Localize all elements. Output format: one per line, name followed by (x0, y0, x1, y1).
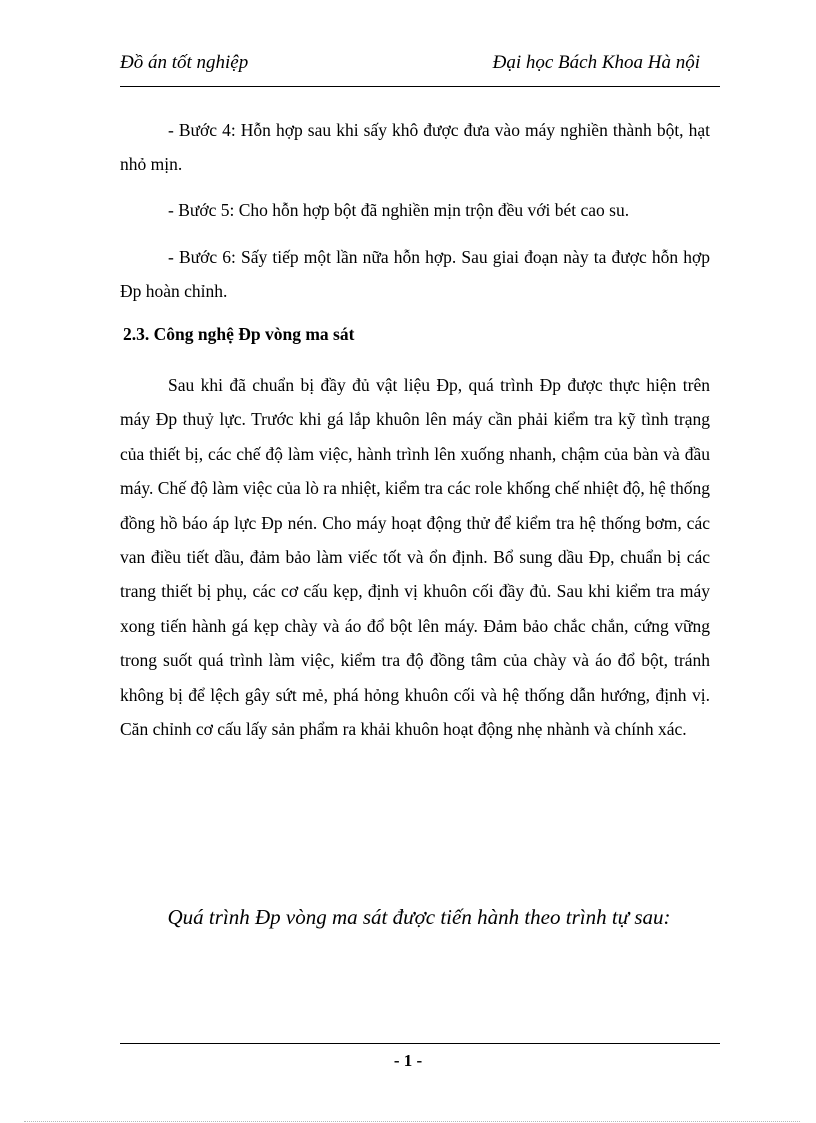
paragraph-step-4: - Bước 4: Hỗn hợp sau khi sấy khô được đưa vào máy nghiền thành bột, hạt nhỏ mịn. (120, 120, 710, 174)
page-number: - 1 - (393, 1051, 423, 1070)
section-heading: 2.3. Công nghệ Đp vòng ma sát (123, 324, 355, 344)
italic-caption: Quá trình Đp vòng ma sát được tiến hành theo trình tự sau: (167, 905, 671, 929)
header-right-title: Đại học Bách Khoa Hà nội (492, 52, 700, 73)
header-left-title: Đồ án tốt nghiệp (120, 52, 249, 73)
page-edge-dotted-line (24, 1121, 800, 1122)
paragraph-main: Sau khi đã chuẩn bị đầy đủ vật liệu Đp, quá trình Đp được thực hiện trên máy Đp thuỷ lực. Trước khi gá lắp khuôn lên máy cần phải kiểm tra kỹ tình trạng của thiết bị, các chế độ làm việc, hành trình lên xuống nhanh, chậm của bàn và đầu máy. Chế độ làm việc của lò ra nhiệt, kiểm tra các role khống chế nhiệt độ, hệ thống đồng hồ báo áp lực Đp nén. Cho máy hoạt động thử để kiểm tra hệ thống bơm, các van điều tiết dầu, đảm bảo làm viếc tốt và ổn định. Bổ sung dầu Đp, chuẩn bị các trang thiết bị phụ, các cơ cấu kẹp, định vị khuôn cối đầy đủ. Sau khi kiểm tra máy xong tiến hành gá kẹp chày và áo đổ bột lên máy. Đảm bảo chắc chắn, cứng vững trong suốt quá trình làm việc, kiểm tra độ đồng tâm của chày và áo đổ bột, tránh không bị để lệch gây sứt mẻ, phá hỏng khuôn cối và hệ thống dẫn hướng, định vị. Căn chỉnh cơ cấu lấy sản phẩm ra khải khuôn hoạt động nhẹ nhành và chính xác. (120, 375, 710, 740)
paragraph-step-6: - Bước 6: Sấy tiếp một lần nữa hỗn hợp. Sau giai đoạn này ta được hỗn hợp Đp hoàn chỉnh. (120, 247, 710, 301)
footer-divider (120, 1043, 720, 1044)
header-divider (120, 86, 720, 87)
paragraph-step-5: - Bước 5: Cho hỗn hợp bột đã nghiền mịn trộn đều với bét cao su. (168, 200, 630, 220)
